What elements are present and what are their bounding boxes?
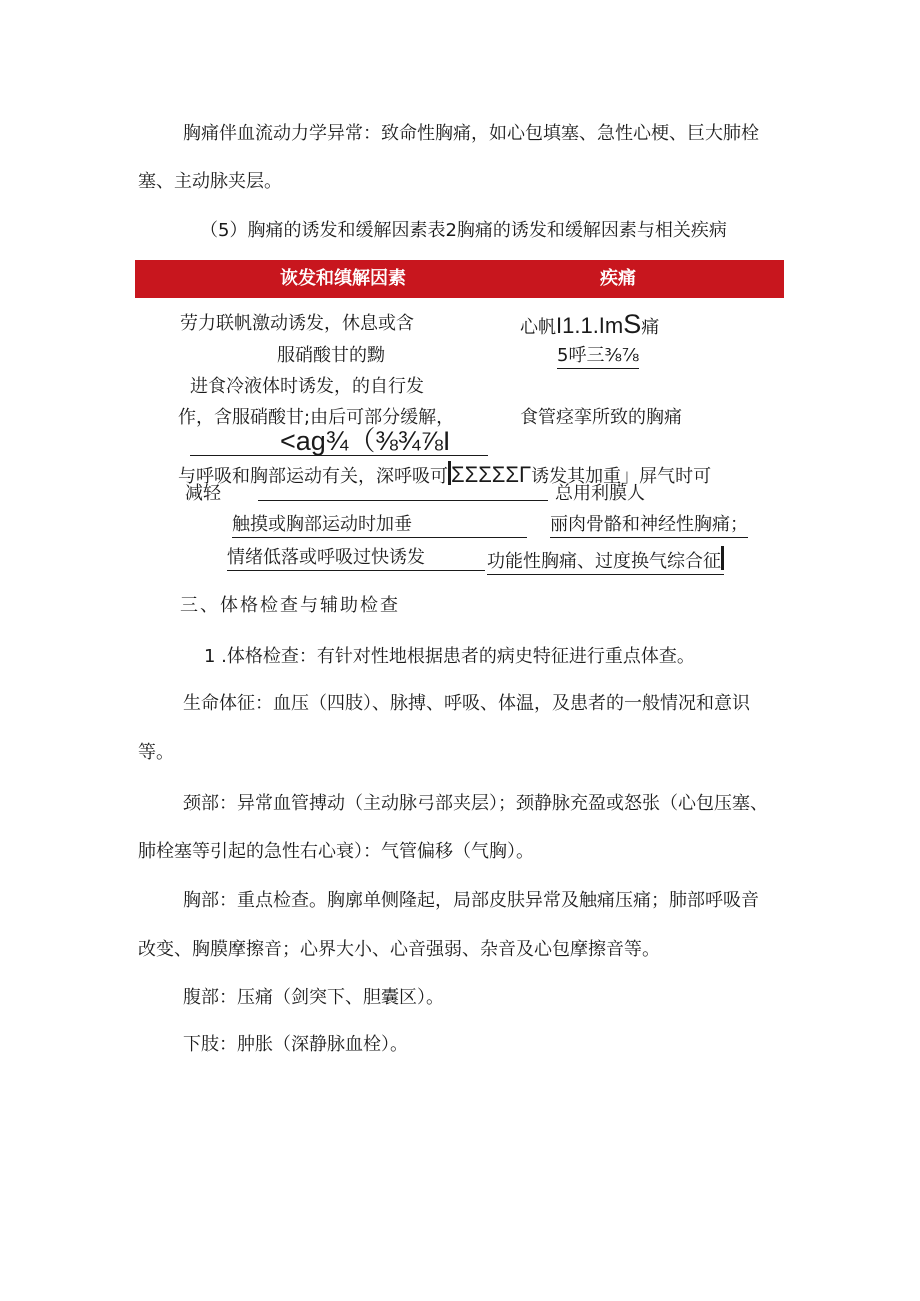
header-disease: 疾痛 [600,268,636,289]
row1-factor: 劳力联帆激动诱发，休息或含 [180,313,414,334]
row7-disease: 总用利膜人 [555,483,645,504]
row9-factor: 情绪低落或呼吸过快诱发 [227,546,485,571]
header-factor: 诙发和缜解因素 [280,268,406,289]
row6-factor-text: 与呼吸和胸部运动有关，深呼吸可 [178,466,448,487]
intro-line-2: 塞、主动脉夹层。 [138,171,282,192]
row4-factor: 作，含服硝酸甘;由后可部分缓解， [178,407,455,428]
row9-disease-text: 功能性胸痛、过度换气综合征 [487,551,721,572]
exam-item-1: 1 .体格检查：有针对性地根据患者的病史特征进行重点体查。 [204,646,695,667]
vital-signs-line-2: 等。 [138,742,174,763]
row5-garbled: <ag¾（⅜¾⅞I [280,426,451,456]
row3-factor: 进食冷液体时诱发，的自行发 [190,376,424,397]
row1-disease-b: I1.1.Im [556,313,624,338]
intro-line-1: 胸痛伴血流动力学异常：致命性胸痛，如心包填塞、急性心梗、巨大肺栓 [183,123,759,144]
chest-line-1: 胸部：重点检查。胸廓单侧隆起，局部皮肤异常及触痛压痛；肺部呼吸音 [183,890,759,911]
row2-factor: 服硝酸甘的黝 [277,345,385,366]
table-header [135,260,784,298]
row1-disease [520,309,660,340]
abdomen-line: 腹部：压痛（剑突下、胆囊区）。 [183,987,444,1008]
row6-sigma: ΣΣΣΣΣΓ [451,462,532,487]
row1-disease-d: 痛 [641,317,660,338]
row1-disease-a: 心帆 [520,317,556,338]
neck-line-2: 肺栓塞等引起的急性右心衰）：气管偏移（气胸）。 [138,841,534,862]
row1-disease-c: S [623,309,642,339]
row8-disease: 丽肉骨骼和神经性胸痛； [550,513,748,538]
section-heading: 三、体格检查与辅助检查 [180,595,400,616]
row9-disease [487,546,724,575]
row7-factor: 减轻 [185,483,221,504]
row2-disease: 5呼三⅜⅞ [557,344,639,369]
vital-signs-line-1: 生命体征：血压（四肢）、脉搏、呼吸、体温，及患者的一般情况和意识 [183,693,750,714]
neck-line-1: 颈部：异常血管搏动（主动脉弓部夹层）；颈静脉充盈或怒张（心包压塞、 [183,793,768,814]
row8-factor: 触摸或胸部运动时加垂 [232,513,527,538]
table-caption: （5）胸痛的诱发和缓解因素表2胸痛的诱发和缓解因素与相关疾病 [200,220,727,241]
row7-rule [258,500,548,501]
lower-limbs-line: 下肢：肿胀（深静脉血栓）。 [183,1034,408,1055]
row6-factor-end: 诱发其加重」屏气时可 [531,466,712,487]
row9-bar [721,546,724,570]
row4-disease: 食管痉挛所致的胸痛 [520,407,682,428]
chest-line-2: 改变、胸膜摩擦音；心界大小、心音强弱、杂音及心包摩擦音等。 [138,939,660,960]
